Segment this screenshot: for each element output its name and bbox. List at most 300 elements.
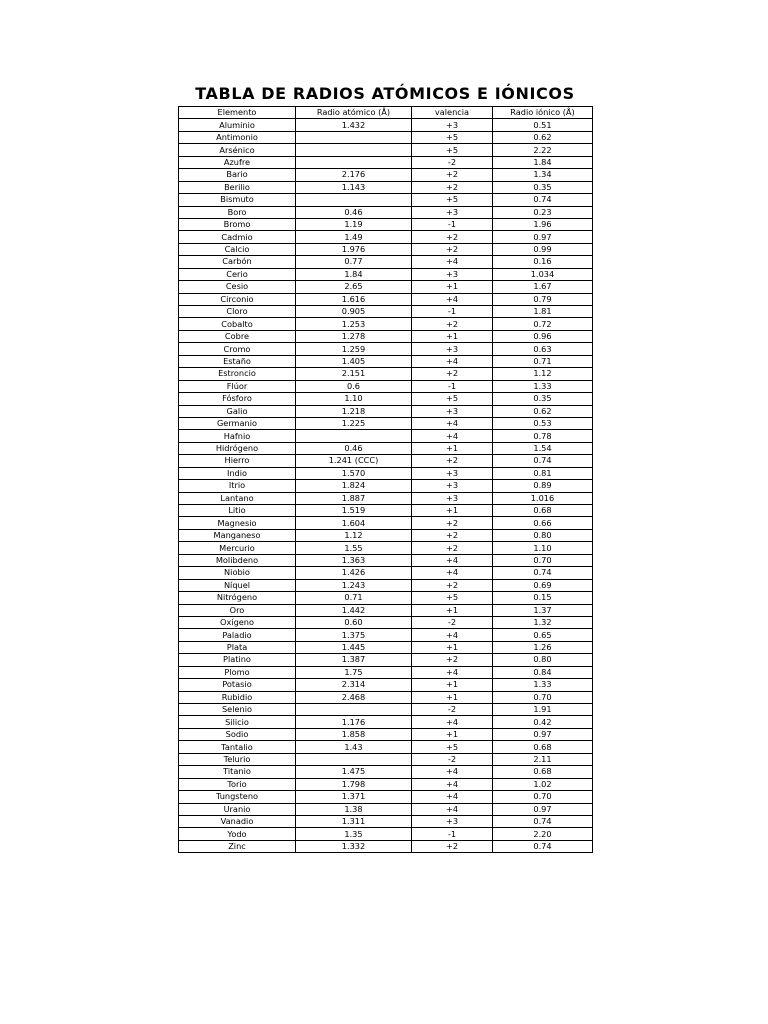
cell-ionic-radius: 0.74 [493,840,593,852]
cell-valence: +4 [412,766,493,778]
cell-atomic-radius: 1.43 [296,741,412,753]
cell-atomic-radius: 1.10 [296,393,412,405]
cell-atomic-radius: 1.253 [296,318,412,330]
cell-element: Indio [179,467,296,479]
cell-ionic-radius: 0.71 [493,355,593,367]
table-row [179,268,593,280]
cell-valence: +2 [412,529,493,541]
cell-valence: +5 [412,131,493,143]
table-row [179,592,593,604]
table-row [179,505,593,517]
cell-element: Litio [179,505,296,517]
table-row [179,654,593,666]
cell-element: Arsénico [179,144,296,156]
cell-valence: +1 [412,442,493,454]
cell-element: Niobio [179,567,296,579]
cell-ionic-radius: 0.97 [493,728,593,740]
header-element: Elemento [179,107,296,119]
table-row [179,156,593,168]
cell-valence: +3 [412,492,493,504]
cell-valence: +1 [412,330,493,342]
cell-ionic-radius: 1.26 [493,641,593,653]
cell-ionic-radius: 0.79 [493,293,593,305]
table-row [179,318,593,330]
page-title: TABLA DE RADIOS ATÓMICOS E IÓNICOS [195,84,575,103]
table-row [179,119,593,131]
table-row [179,330,593,342]
cell-atomic-radius: 1.387 [296,654,412,666]
cell-ionic-radius: 0.80 [493,529,593,541]
cell-valence: +1 [412,679,493,691]
cell-atomic-radius: 1.405 [296,355,412,367]
table-row [179,716,593,728]
table-row [179,480,593,492]
cell-atomic-radius: 1.616 [296,293,412,305]
table-row [179,144,593,156]
cell-ionic-radius: 0.78 [493,430,593,442]
cell-valence: +1 [412,505,493,517]
header-atomic-radius: Radio atómico (Å) [296,107,412,119]
table-row [179,554,593,566]
cell-ionic-radius: 0.51 [493,119,593,131]
cell-element: Cadmio [179,231,296,243]
cell-valence: +4 [412,803,493,815]
cell-valence: +5 [412,741,493,753]
cell-valence: -2 [412,156,493,168]
cell-ionic-radius: 1.034 [493,268,593,280]
cell-ionic-radius: 1.33 [493,380,593,392]
cell-valence: +2 [412,455,493,467]
cell-atomic-radius: 1.375 [296,629,412,641]
cell-ionic-radius: 2.22 [493,144,593,156]
cell-atomic-radius: 1.243 [296,579,412,591]
cell-valence: -1 [412,306,493,318]
cell-valence: +1 [412,728,493,740]
cell-ionic-radius: 1.96 [493,218,593,230]
table-row [179,492,593,504]
cell-element: Paladio [179,629,296,641]
cell-ionic-radius: 0.63 [493,343,593,355]
cell-element: Estroncio [179,368,296,380]
cell-atomic-radius: 1.143 [296,181,412,193]
cell-valence: +4 [412,716,493,728]
cell-element: Manganeso [179,529,296,541]
cell-atomic-radius: 1.311 [296,815,412,827]
cell-atomic-radius: 1.55 [296,542,412,554]
cell-element: Galio [179,405,296,417]
cell-ionic-radius: 1.02 [493,778,593,790]
table-row [179,293,593,305]
table-row [179,604,593,616]
cell-ionic-radius: 2.11 [493,753,593,765]
cell-element: Bario [179,169,296,181]
cell-element: Bismuto [179,194,296,206]
cell-ionic-radius: 1.67 [493,281,593,293]
cell-valence: +2 [412,231,493,243]
cell-valence: +2 [412,243,493,255]
cell-ionic-radius: 0.80 [493,654,593,666]
cell-element: Oxígeno [179,616,296,628]
cell-valence: +5 [412,194,493,206]
cell-ionic-radius: 0.89 [493,480,593,492]
cell-atomic-radius: 0.60 [296,616,412,628]
cell-valence: +1 [412,604,493,616]
table-row [179,194,593,206]
cell-atomic-radius [296,430,412,442]
cell-valence: +2 [412,840,493,852]
cell-element: Bromo [179,218,296,230]
table-row [179,467,593,479]
cell-atomic-radius: 0.77 [296,256,412,268]
cell-element: Mercurio [179,542,296,554]
cell-ionic-radius: 0.72 [493,318,593,330]
cell-atomic-radius [296,156,412,168]
cell-element: Sodio [179,728,296,740]
cell-ionic-radius: 0.53 [493,417,593,429]
cell-atomic-radius [296,131,412,143]
header-ionic-radius: Radio iónico (Å) [493,107,593,119]
cell-valence: +4 [412,554,493,566]
cell-valence: +2 [412,181,493,193]
cell-valence: +3 [412,268,493,280]
cell-element: Torio [179,778,296,790]
cell-element: Oro [179,604,296,616]
cell-valence: +4 [412,417,493,429]
cell-atomic-radius: 1.38 [296,803,412,815]
table-row [179,206,593,218]
table-row [179,430,593,442]
cell-valence: +5 [412,144,493,156]
table-row [179,529,593,541]
cell-valence: +4 [412,430,493,442]
cell-atomic-radius: 1.887 [296,492,412,504]
table-row [179,218,593,230]
cell-element: Itrio [179,480,296,492]
cell-valence: +4 [412,567,493,579]
cell-valence: +3 [412,206,493,218]
table-row [179,231,593,243]
cell-atomic-radius: 2.65 [296,281,412,293]
cell-valence: +4 [412,293,493,305]
cell-atomic-radius: 0.6 [296,380,412,392]
cell-ionic-radius: 1.91 [493,704,593,716]
cell-ionic-radius: 0.23 [493,206,593,218]
cell-valence: +3 [412,405,493,417]
cell-ionic-radius: 0.62 [493,405,593,417]
cell-atomic-radius: 1.570 [296,467,412,479]
cell-element: Zinc [179,840,296,852]
cell-valence: +5 [412,592,493,604]
cell-valence: +3 [412,480,493,492]
cell-ionic-radius: 0.81 [493,467,593,479]
cell-valence: -1 [412,218,493,230]
cell-atomic-radius: 2.176 [296,169,412,181]
cell-element: Carbón [179,256,296,268]
cell-valence: -1 [412,380,493,392]
cell-element: Molibdeno [179,554,296,566]
cell-atomic-radius: 1.445 [296,641,412,653]
table-row [179,616,593,628]
cell-atomic-radius: 1.798 [296,778,412,790]
cell-atomic-radius: 1.278 [296,330,412,342]
table-row [179,704,593,716]
cell-valence: -2 [412,704,493,716]
table-row [179,728,593,740]
cell-valence: +4 [412,355,493,367]
cell-ionic-radius: 1.33 [493,679,593,691]
cell-valence: -2 [412,753,493,765]
cell-valence: +2 [412,517,493,529]
cell-ionic-radius: 0.66 [493,517,593,529]
cell-ionic-radius: 0.68 [493,505,593,517]
cell-valence: +1 [412,691,493,703]
cell-atomic-radius: 1.259 [296,343,412,355]
cell-ionic-radius: 0.35 [493,393,593,405]
table-row [179,766,593,778]
cell-element: Titanio [179,766,296,778]
cell-element: Hierro [179,455,296,467]
cell-ionic-radius: 1.10 [493,542,593,554]
cell-ionic-radius: 0.62 [493,131,593,143]
table-row [179,417,593,429]
cell-element: Nitrógeno [179,592,296,604]
table-row [179,442,593,454]
table-row [179,840,593,852]
cell-atomic-radius: 0.46 [296,206,412,218]
cell-atomic-radius: 1.75 [296,666,412,678]
table-row [179,380,593,392]
cell-valence: +3 [412,815,493,827]
cell-valence: +3 [412,343,493,355]
cell-element: Fósforo [179,393,296,405]
cell-element: Flúor [179,380,296,392]
cell-atomic-radius: 1.218 [296,405,412,417]
cell-element: Plata [179,641,296,653]
table-row [179,666,593,678]
cell-ionic-radius: 0.35 [493,181,593,193]
cell-element: Rubidio [179,691,296,703]
cell-ionic-radius: 0.69 [493,579,593,591]
cell-atomic-radius: 1.976 [296,243,412,255]
cell-ionic-radius: 1.016 [493,492,593,504]
cell-element: Selenio [179,704,296,716]
cell-valence: +2 [412,368,493,380]
cell-valence: +4 [412,791,493,803]
cell-element: Potasio [179,679,296,691]
cell-ionic-radius: 0.70 [493,554,593,566]
cell-ionic-radius: 0.70 [493,791,593,803]
cell-valence: +4 [412,256,493,268]
cell-atomic-radius: 2.314 [296,679,412,691]
table-row [179,753,593,765]
cell-element: Lantano [179,492,296,504]
table-row [179,131,593,143]
cell-ionic-radius: 0.74 [493,455,593,467]
cell-ionic-radius: 1.12 [493,368,593,380]
cell-element: Silicio [179,716,296,728]
cell-atomic-radius: 1.84 [296,268,412,280]
cell-valence: +2 [412,169,493,181]
cell-ionic-radius: 0.16 [493,256,593,268]
cell-element: Germanio [179,417,296,429]
cell-element: Circonio [179,293,296,305]
table-row [179,281,593,293]
cell-atomic-radius: 1.332 [296,840,412,852]
table-row [179,243,593,255]
cell-element: Antimonio [179,131,296,143]
cell-atomic-radius: 1.49 [296,231,412,243]
cell-atomic-radius: 1.176 [296,716,412,728]
cell-atomic-radius: 1.519 [296,505,412,517]
cell-atomic-radius [296,194,412,206]
cell-atomic-radius [296,753,412,765]
table-row [179,169,593,181]
cell-element: Uranio [179,803,296,815]
cell-valence: -1 [412,828,493,840]
cell-ionic-radius: 0.42 [493,716,593,728]
cell-element: Cobalto [179,318,296,330]
cell-ionic-radius: 2.20 [493,828,593,840]
cell-element: Telurio [179,753,296,765]
table-row [179,629,593,641]
cell-ionic-radius: 0.68 [493,741,593,753]
cell-valence: +5 [412,393,493,405]
cell-ionic-radius: 0.74 [493,567,593,579]
cell-ionic-radius: 0.68 [493,766,593,778]
cell-valence: +2 [412,318,493,330]
cell-ionic-radius: 0.74 [493,815,593,827]
table-row [179,306,593,318]
table-row [179,828,593,840]
cell-valence: +4 [412,778,493,790]
table-row [179,542,593,554]
cell-atomic-radius: 1.363 [296,554,412,566]
table-row [179,256,593,268]
cell-ionic-radius: 0.99 [493,243,593,255]
cell-atomic-radius: 1.371 [296,791,412,803]
cell-valence: +2 [412,542,493,554]
table-body [179,119,593,853]
cell-atomic-radius: 1.858 [296,728,412,740]
cell-element: Tantalio [179,741,296,753]
table-row [179,355,593,367]
cell-ionic-radius: 0.84 [493,666,593,678]
cell-atomic-radius: 1.824 [296,480,412,492]
cell-element: Estaño [179,355,296,367]
cell-ionic-radius: 0.74 [493,194,593,206]
cell-element: Magnesio [179,517,296,529]
table-row [179,517,593,529]
cell-element: Cromo [179,343,296,355]
cell-atomic-radius: 1.432 [296,119,412,131]
cell-atomic-radius [296,144,412,156]
table-row [179,778,593,790]
cell-ionic-radius: 0.65 [493,629,593,641]
table-row [179,579,593,591]
cell-ionic-radius: 1.34 [493,169,593,181]
cell-atomic-radius: 2.468 [296,691,412,703]
cell-valence: -2 [412,616,493,628]
cell-element: Hidrógeno [179,442,296,454]
cell-ionic-radius: 0.70 [493,691,593,703]
cell-element: Plomo [179,666,296,678]
header-valence: valencia [412,107,493,119]
cell-element: Cobre [179,330,296,342]
table-row [179,691,593,703]
table-row [179,803,593,815]
table-header [179,107,593,119]
cell-valence: +1 [412,641,493,653]
cell-ionic-radius: 0.96 [493,330,593,342]
table-row [179,181,593,193]
cell-valence: +4 [412,666,493,678]
cell-valence: +1 [412,281,493,293]
radii-table [178,106,593,853]
cell-atomic-radius: 1.442 [296,604,412,616]
cell-ionic-radius: 0.97 [493,803,593,815]
cell-ionic-radius: 1.37 [493,604,593,616]
cell-ionic-radius: 0.15 [493,592,593,604]
cell-atomic-radius: 1.426 [296,567,412,579]
cell-atomic-radius: 1.225 [296,417,412,429]
cell-element: Yodo [179,828,296,840]
table-row [179,567,593,579]
cell-element: Hafnio [179,430,296,442]
cell-ionic-radius: 1.54 [493,442,593,454]
header-row [179,107,593,119]
cell-ionic-radius: 0.97 [493,231,593,243]
cell-valence: +4 [412,629,493,641]
cell-atomic-radius: 1.604 [296,517,412,529]
cell-valence: +3 [412,119,493,131]
cell-element: Cerio [179,268,296,280]
table-row [179,815,593,827]
cell-element: Cesio [179,281,296,293]
table-row [179,679,593,691]
cell-element: Azufre [179,156,296,168]
cell-atomic-radius: 0.71 [296,592,412,604]
cell-valence: +2 [412,579,493,591]
cell-atomic-radius: 0.905 [296,306,412,318]
table-row [179,405,593,417]
table-row [179,368,593,380]
table-row [179,455,593,467]
cell-atomic-radius: 1.241 (CCC) [296,455,412,467]
cell-ionic-radius: 1.81 [493,306,593,318]
cell-element: Berilio [179,181,296,193]
cell-atomic-radius: 1.12 [296,529,412,541]
cell-atomic-radius: 0.46 [296,442,412,454]
cell-valence: +2 [412,654,493,666]
cell-element: Tungsteno [179,791,296,803]
cell-atomic-radius: 1.19 [296,218,412,230]
cell-element: Calcio [179,243,296,255]
table-row [179,791,593,803]
cell-element: Vanadio [179,815,296,827]
cell-atomic-radius: 2.151 [296,368,412,380]
cell-element: Boro [179,206,296,218]
cell-element: Platino [179,654,296,666]
cell-element: Cloro [179,306,296,318]
cell-atomic-radius: 1.35 [296,828,412,840]
table-row [179,393,593,405]
cell-element: Níquel [179,579,296,591]
cell-valence: +3 [412,467,493,479]
cell-atomic-radius: 1.475 [296,766,412,778]
table-row [179,741,593,753]
cell-ionic-radius: 1.84 [493,156,593,168]
table-row [179,343,593,355]
